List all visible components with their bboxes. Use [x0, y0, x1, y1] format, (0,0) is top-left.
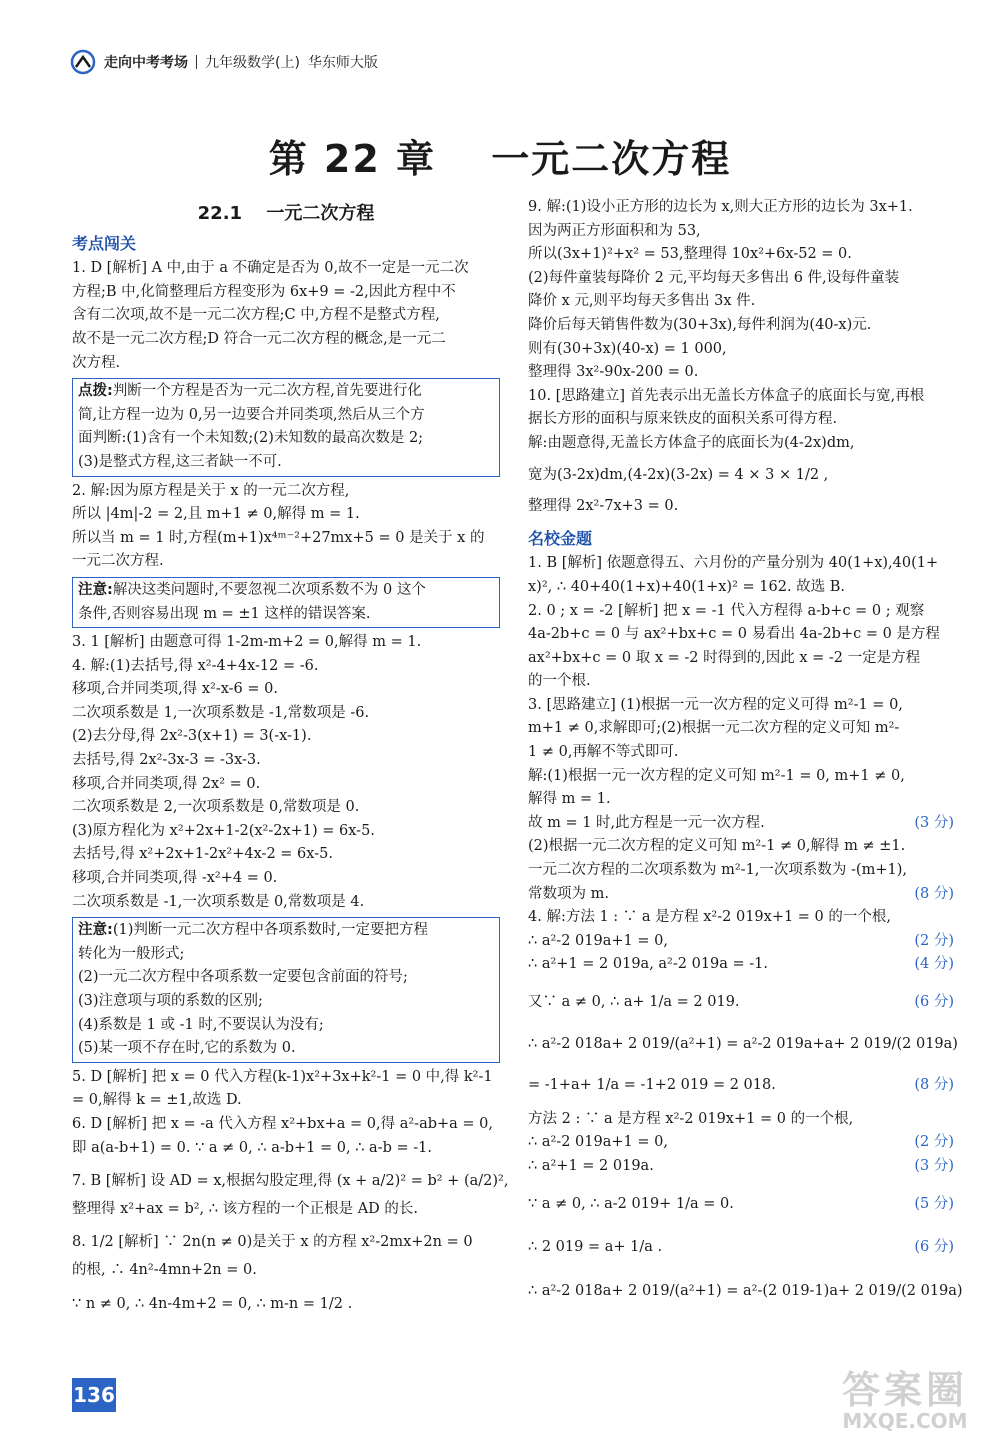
- text-line: ∴ 2 019 = a+ 1/a .: [528, 1239, 663, 1256]
- score-mark: (8 分): [914, 1077, 954, 1094]
- text-line: ∴ a²-2 018a+ 2 019/(a²+1) = a²-2 019a+a+ 2 019/(2 019a): [528, 1035, 958, 1052]
- text-line: (2)每件童装每降价 2 元,平均每天多售出 6 件,设每件童装: [528, 269, 900, 286]
- score-mark: (2 分): [914, 1134, 954, 1151]
- text-line: 解决这类问题时,不要忽视二次项系数不为 0 这个: [112, 581, 426, 598]
- section-number: 22.1: [197, 203, 243, 224]
- header-book: 九年级数学(上): [205, 55, 300, 71]
- text-line: 面判断:(1)含有一个未知数;(2)未知数的最高次数是 2;: [78, 430, 424, 447]
- text-line: 次方程.: [72, 354, 121, 371]
- text-line: ∴ a²-2 018a+ 2 019/(a²+1) = a²-(2 019-1)a+ 2 019/(2 019a): [528, 1282, 963, 1299]
- text-line: 故 m = 1 时,此方程是一元一次方程.: [528, 814, 765, 831]
- chapter-name: 一元二次方程: [491, 137, 732, 181]
- text-line: 故不是一元二次方程;D 符合一元二次方程的概念,是一元二: [72, 330, 446, 347]
- text-line: 判断一个方程是否为一元二次方程,首先要进行化: [112, 383, 422, 400]
- text-line: 降价 x 元,则平均每天多售出 3x 件.: [528, 293, 756, 310]
- text-line: 降价后每天销售件数为(30+3x),每件利润为(40-x)元.: [528, 316, 872, 333]
- text-line: (3)是整式方程,这三者缺一不可.: [78, 453, 282, 470]
- page-header: [70, 48, 378, 76]
- text-line: 4a-2b+c = 0 与 ax²+bx+c = 0 易看出 4a-2b+c = 0 是方程: [528, 626, 940, 643]
- text-line: 2. 0 ; x = -2 [解析] 把 x = -1 代入方程得 a-b+c = 0 ; 观察: [528, 602, 925, 619]
- right-column: [528, 196, 963, 1303]
- text-line: 方程;B 中,化简整理后方程变形为 6x+9 = -2,因此方程中不: [72, 283, 456, 300]
- text-line: (2)一元二次方程中各项系数一定要包含前面的符号;: [78, 969, 408, 986]
- section-name: 一元二次方程: [266, 203, 375, 224]
- score-mark: (6 分): [914, 994, 954, 1010]
- text-line: (2)去分母,得 2x²-3(x+1) = 3(-x-1).: [72, 728, 312, 745]
- text-line: x)², ∴ 40+40(1+x)+40(1+x)² = 162. 故选 B.: [528, 578, 846, 595]
- text-line: (3)注意项与项的系数的区别;: [78, 993, 263, 1009]
- text-line: 5. D [解析] 把 x = 0 代入方程(k-1)x²+3x+k²-1 = 0 中,得 k²-1: [72, 1068, 493, 1085]
- text-line: 去括号,得 2x²-3x-3 = -3x-3.: [72, 752, 261, 769]
- answer-q5-q8: [72, 1066, 509, 1316]
- answer-q9-q10: [528, 196, 954, 519]
- text-line: ∴ a²+1 = 2 019a, a²-2 019a = -1.: [528, 956, 769, 973]
- answer-q1: [72, 257, 500, 375]
- text-line: 解:(1)根据一元一次方程的定义可知 m²-1 = 0, m+1 ≠ 0,: [528, 767, 905, 784]
- text-line: 宽为(3-2x)dm,(4-2x)(3-2x) = 4 × 3 × 1/2 ,: [528, 466, 829, 483]
- tip-label: 点拨:: [78, 383, 113, 400]
- text-line: 去括号,得 x²+2x+1-2x²+4x-2 = 6x-5.: [72, 846, 333, 863]
- text-line: 8. 1/2 [解析] ∵ 2n(n ≠ 0)是关于 x 的方程 x²-2mx+2n = 0: [72, 1234, 473, 1251]
- text-line: 含有二次项,故不是一元二次方程;C 中,方程不是整式方程,: [72, 307, 440, 324]
- text-line: 据长方形的面积与原来铁皮的面积关系可得方程.: [528, 411, 838, 428]
- text-line: 所以 |4m|-2 = 2,且 m+1 ≠ 0,解得 m = 1.: [72, 506, 360, 523]
- text-line: (4)系数是 1 或 -1 时,不要误认为没有;: [78, 1016, 324, 1033]
- attention-box: [72, 577, 500, 628]
- text-line: (2)根据一元二次方程的定义可知 m²-1 ≠ 0,解得 m ≠ ±1.: [528, 838, 906, 855]
- attention-label: 注意:: [78, 581, 113, 598]
- text-line: 10. [思路建立] 首先表示出无盖长方体盒子的底面长与宽,再根: [528, 387, 925, 404]
- text-line: 简,让方程一边为 0,另一边要合并同类项,然后从三个方: [78, 406, 425, 423]
- text-line: 3. [思路建立] (1)根据一元一次方程的定义可得 m²-1 = 0,: [528, 696, 903, 713]
- header-divider: [196, 55, 197, 69]
- attention-label: 注意:: [78, 922, 113, 939]
- text-line: ∴ a²-2 019a+1 = 0,: [528, 932, 668, 949]
- text-line: ∵ a ≠ 0, ∴ a-2 019+ 1/a = 0.: [528, 1195, 734, 1212]
- text-line: 即 a(a-b+1) = 0. ∵ a ≠ 0, ∴ a-b+1 = 0, ∴ a-b = -1.: [72, 1139, 432, 1156]
- text-line: 一元二次方程.: [72, 553, 164, 570]
- page-number: 136: [72, 1378, 116, 1412]
- text-line: m+1 ≠ 0,求解即可;(2)根据一元二次方程的定义可知 m²-: [528, 720, 900, 737]
- text-line: 1. B [解析] 依题意得五、六月份的产量分别为 40(1+x),40(1+: [528, 555, 939, 572]
- text-line: 二次项系数是 -1,一次项系数是 0,常数项是 4.: [72, 893, 365, 910]
- text-line: 解得 m = 1.: [528, 791, 611, 808]
- answer-mx-q1-q3: [528, 552, 954, 906]
- chapter-title: [0, 128, 1000, 183]
- text-line: 的一个根.: [528, 673, 591, 690]
- answer-mx-q4: [528, 906, 963, 1303]
- text-line: ax²+bx+c = 0 取 x = -2 时得到的,因此 x = -2 一定是方程: [528, 649, 921, 666]
- text-line: 整理得 3x²-90x-200 = 0.: [528, 364, 699, 381]
- text-line: 解:由题意得,无盖长方体盒子的底面长为(4-2x)dm,: [528, 434, 855, 451]
- chapter-number: 第 22 章: [268, 137, 437, 181]
- text-line: 所以(3x+1)²+x² = 53,整理得 10x²+6x-52 = 0.: [528, 246, 852, 263]
- text-line: 则有(30+3x)(40-x) = 1 000,: [528, 340, 727, 357]
- header-brand: 走向中考考场: [104, 55, 188, 71]
- score-mark: (6 分): [914, 1239, 954, 1256]
- score-mark: (8 分): [914, 885, 954, 902]
- text-line: (3)原方程化为 x²+2x+1-2(x²-2x+1) = 6x-5.: [72, 822, 375, 839]
- text-line: 2. 解:因为原方程是关于 x 的一元二次方程,: [72, 482, 350, 499]
- score-mark: (3 分): [914, 1157, 954, 1174]
- attention-box: [72, 917, 500, 1063]
- text-line: 移项,合并同类项,得 x²-x-6 = 0.: [72, 681, 278, 698]
- text-line: = 0,解得 k = ±1,故选 D.: [72, 1092, 242, 1109]
- subsection-mingxiao: 名校金题: [528, 528, 593, 548]
- text-line: 1 ≠ 0,再解不等式即可.: [528, 744, 679, 761]
- watermark-text: 答案圈: [841, 1368, 968, 1412]
- text-line: 3. 1 [解析] 由题意可得 1-2m-m+2 = 0,解得 m = 1.: [72, 634, 422, 651]
- watermark-url: MXQE.COM: [842, 1409, 968, 1433]
- answer-q3-q4: [72, 631, 500, 914]
- text-line: 4. 解:方法 1 : ∵ a 是方程 x²-2 019x+1 = 0 的一个根,: [528, 909, 892, 926]
- text-line: 4. 解:(1)去括号,得 x²-4+4x-12 = -6.: [72, 657, 319, 674]
- score-mark: (3 分): [914, 814, 954, 831]
- text-line: 转化为一般形式;: [78, 945, 185, 962]
- text-line: 所以当 m = 1 时,方程(m+1)x⁴ᵐ⁻²+27mx+5 = 0 是关于 x 的: [72, 529, 485, 546]
- section-title: [72, 202, 500, 226]
- text-line: = -1+a+ 1/a = -1+2 019 = 2 018.: [528, 1077, 776, 1094]
- score-mark: (4 分): [914, 956, 954, 973]
- text-line: 移项,合并同类项,得 -x²+4 = 0.: [72, 870, 278, 887]
- text-line: 二次项系数是 2,一次项系数是 0,常数项是 0.: [72, 799, 360, 816]
- text-line: 整理得 2x²-7x+3 = 0.: [528, 498, 679, 515]
- text-line: (5)某一项不存在时,它的系数为 0.: [78, 1040, 296, 1057]
- text-line: 7. B [解析] 设 AD = x,根据勾股定理,得 (x + a/2)² = b² + (a/2)²,: [72, 1173, 509, 1190]
- text-line: 移项,合并同类项,得 2x² = 0.: [72, 775, 261, 792]
- subsection-kaodian: 考点闯关: [72, 233, 137, 253]
- text-line: 方法 2 : ∵ a 是方程 x²-2 019x+1 = 0 的一个根,: [528, 1110, 854, 1127]
- text-line: 整理得 x²+ax = b², ∴ 该方程的一个正根是 AD 的长.: [72, 1200, 419, 1217]
- left-column: [72, 196, 509, 1316]
- text-line: 常数项为 m.: [528, 885, 609, 902]
- text-line: 6. D [解析] 把 x = -a 代入方程 x²+bx+a = 0,得 a²-ab+a = 0,: [72, 1115, 494, 1132]
- text-line: 二次项系数是 1,一次项系数是 -1,常数项是 -6.: [72, 704, 370, 721]
- score-mark: (5 分): [914, 1195, 954, 1212]
- tip-box: [72, 378, 500, 476]
- answer-q2: [72, 480, 500, 574]
- text-line: 的根, ∴ 4n²-4mn+2n = 0.: [72, 1261, 257, 1278]
- text-line: 9. 解:(1)设小正方形的边长为 x,则大正方形的边长为 3x+1.: [528, 199, 913, 215]
- watermark: [820, 1370, 990, 1440]
- text-line: ∴ a²+1 = 2 019a.: [528, 1157, 654, 1174]
- score-mark: (2 分): [914, 932, 954, 949]
- text-line: ∵ n ≠ 0, ∴ 4n-4m+2 = 0, ∴ m-n = 1/2 .: [72, 1295, 353, 1312]
- text-line: ∴ a²-2 019a+1 = 0,: [528, 1134, 668, 1151]
- text-line: 1. D [解析] A 中,由于 a 不确定是否为 0,故不一定是一元二次: [72, 260, 469, 277]
- logo-icon: [70, 49, 96, 75]
- text-line: 条件,否则容易出现 m = ±1 这样的错误答案.: [78, 605, 371, 622]
- header-edition: 华东师大版: [307, 55, 378, 71]
- text-line: 一元二次方程的二次项系数为 m²-1,一次项系数为 -(m+1),: [528, 862, 907, 879]
- text-line: (1)判断一元二次方程中各项系数时,一定要把方程: [112, 922, 428, 939]
- text-line: 因为两正方形面积和为 53,: [528, 222, 701, 239]
- text-line: 又∵ a ≠ 0, ∴ a+ 1/a = 2 019.: [528, 994, 740, 1010]
